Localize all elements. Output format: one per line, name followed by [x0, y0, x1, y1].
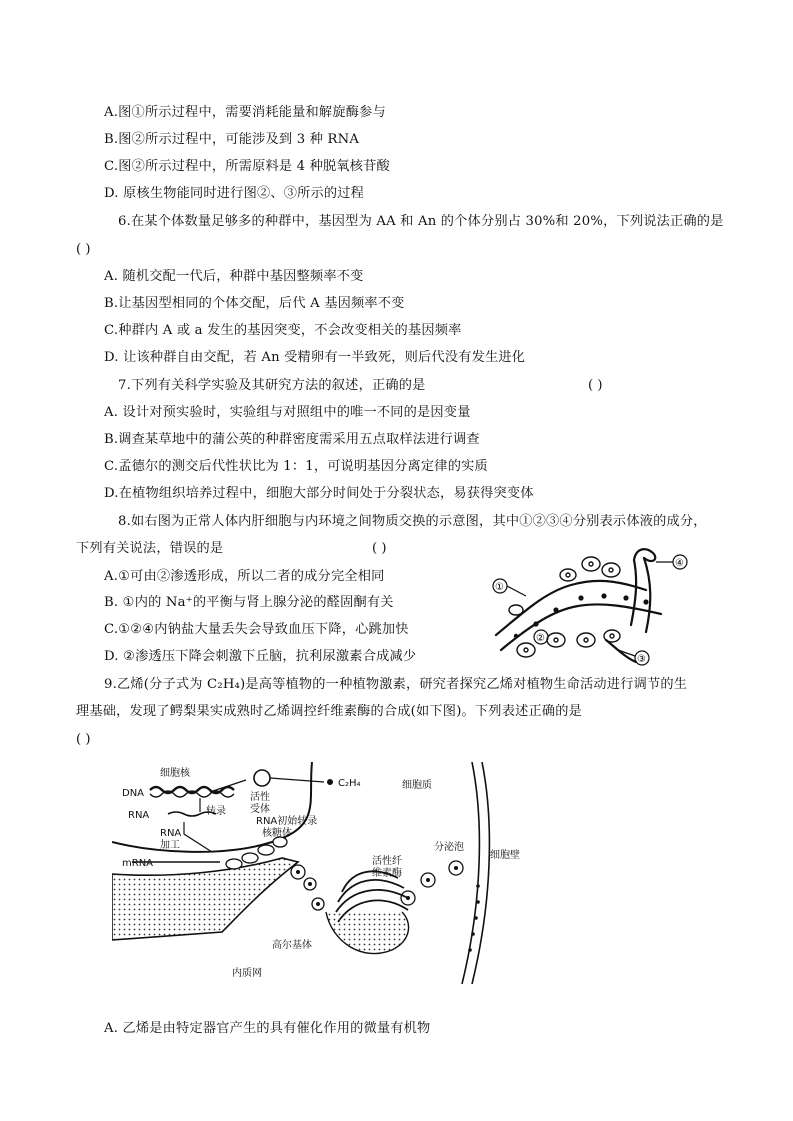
fig-label-rna-processing-2: 加工 — [160, 840, 180, 851]
fig-label-rna-start: RNA初始转录 — [256, 816, 318, 827]
active-receptor — [254, 770, 270, 786]
q9-answer-paren: ( ) — [76, 732, 91, 747]
fig-label-3: ③ — [637, 654, 646, 665]
fig-label-vesicle: 分泌泡 — [434, 842, 464, 853]
q6-option-a: A. 随机交配一代后，种群中基因整频率不变 — [104, 269, 364, 284]
fig-label-2: ② — [536, 633, 545, 644]
fig-label-cytoplasm: 细胞质 — [402, 780, 432, 791]
fig-label-transcription: 转录 — [206, 806, 226, 817]
q5-option-d: D. 原核生物能同时进行图②、③所示的过程 — [104, 186, 365, 201]
fig-label-er: 内质网 — [232, 968, 262, 979]
fig-label-receptor: 活性 — [250, 792, 270, 803]
q9-option-a: A. 乙烯是由特定器官产生的具有催化作用的微量有机物 — [104, 1021, 431, 1036]
q5-option-c: C.图②所示过程中，所需原料是 4 种脱氧核苷酸 — [104, 159, 390, 174]
fig-label-receptor-2: 受体 — [250, 804, 270, 815]
lymph-vessel-tip — [634, 549, 655, 561]
q9-stem-line1: 9.乙烯(分子式为 C₂H₄)是高等植物的一种植物激素，研究者探究乙烯对植物生命活动进行调节的生 — [104, 677, 688, 692]
liver-cell-exchange-figure — [486, 540, 698, 670]
fig-label-1: ① — [495, 582, 504, 593]
endoplasmic-reticulum — [112, 858, 298, 940]
cell-wall — [472, 762, 489, 984]
fig-label-ribosome: 核糖体 — [262, 828, 292, 839]
ethylene-cellulase-figure — [112, 762, 532, 984]
fig-label-c2h4: C₂H₄ — [338, 778, 361, 789]
q8-option-b: B. ①内的 Na⁺的平衡与肾上腺分泌的醛固酮有关 — [104, 595, 394, 610]
q8-answer-paren: ( ) — [372, 541, 387, 556]
q6-answer-paren: ( ) — [76, 242, 91, 257]
fig-label-cellulase-2: 维素酶 — [372, 868, 402, 879]
fig-label-golgi: 高尔基体 — [272, 940, 312, 951]
q8-option-c: C.①②④内钠盐大量丢失会导致血压下降，心跳加快 — [104, 622, 409, 637]
q6-stem: 6.在某个体数量足够多的种群中，基因型为 AA 和 An 的个体分别占 30%和 20%，下列说法正确的是 — [118, 214, 724, 229]
q8-stem-line1: 8.如右图为正常人体内肝细胞与内环境之间物质交换的示意图，其中①②③④分别表示体液的成分， — [118, 514, 707, 529]
q9-stem-line2: 理基础，发现了鳄梨果实成熟时乙烯调控纤维素酶的合成(如下图)。下列表述正确的是 — [76, 704, 583, 719]
fig-label-rna: RNA — [128, 810, 150, 821]
fig-label-4: ④ — [675, 558, 684, 569]
q8-option-d: D. ②渗透压下降会刺激下丘脑，抗利尿激素合成减少 — [104, 649, 417, 664]
fig-label-cell-wall: 细胞壁 — [490, 850, 520, 861]
fig-label-cellulase-1: 活性纤 — [372, 856, 402, 867]
q7-option-b: B.调查某草地中的蒲公英的种群密度需采用五点取样法进行调查 — [104, 432, 480, 447]
fig-label-mrna: mRNA — [122, 858, 154, 869]
lymph-vessel — [631, 558, 650, 632]
q5-option-b: B.图②所示过程中，可能涉及到 3 种 RNA — [104, 132, 360, 147]
q7-option-d: D.在植物组织培养过程中，细胞大部分时间处于分裂状态，易获得突变体 — [104, 486, 534, 501]
q8-option-a: A.①可由②渗透形成，所以二者的成分完全相同 — [104, 569, 385, 584]
fig-label-dna: DNA — [122, 788, 145, 799]
q7-option-a: A. 设计对预实验时，实验组与对照组中的唯一不同的是因变量 — [104, 405, 471, 420]
q7-stem: 7.下列有关科学实验及其研究方法的叙述，正确的是 — [118, 378, 426, 393]
q6-option-d: D. 让该种群自由交配，若 An 受精卵有一半致死，则后代没有发生进化 — [104, 350, 526, 365]
q6-option-c: C.种群内 A 或 a 发生的基因突变，不会改变相关的基因频率 — [104, 323, 462, 338]
q7-option-c: C.孟德尔的测交后代性状比为 1：1，可说明基因分离定律的实质 — [104, 459, 488, 474]
q5-option-a: A.图①所示过程中，需要消耗能量和解旋酶参与 — [104, 105, 386, 120]
fig-label-rna-processing-1: RNA — [160, 828, 182, 839]
q8-stem-line2: 下列有关说法，错误的是 — [76, 541, 224, 556]
fig-label-nucleus: 细胞核 — [160, 768, 190, 779]
q6-option-b: B.让基因型相同的个体交配，后代 A 基因频率不变 — [104, 296, 405, 311]
q7-answer-paren: ( ) — [588, 378, 603, 393]
